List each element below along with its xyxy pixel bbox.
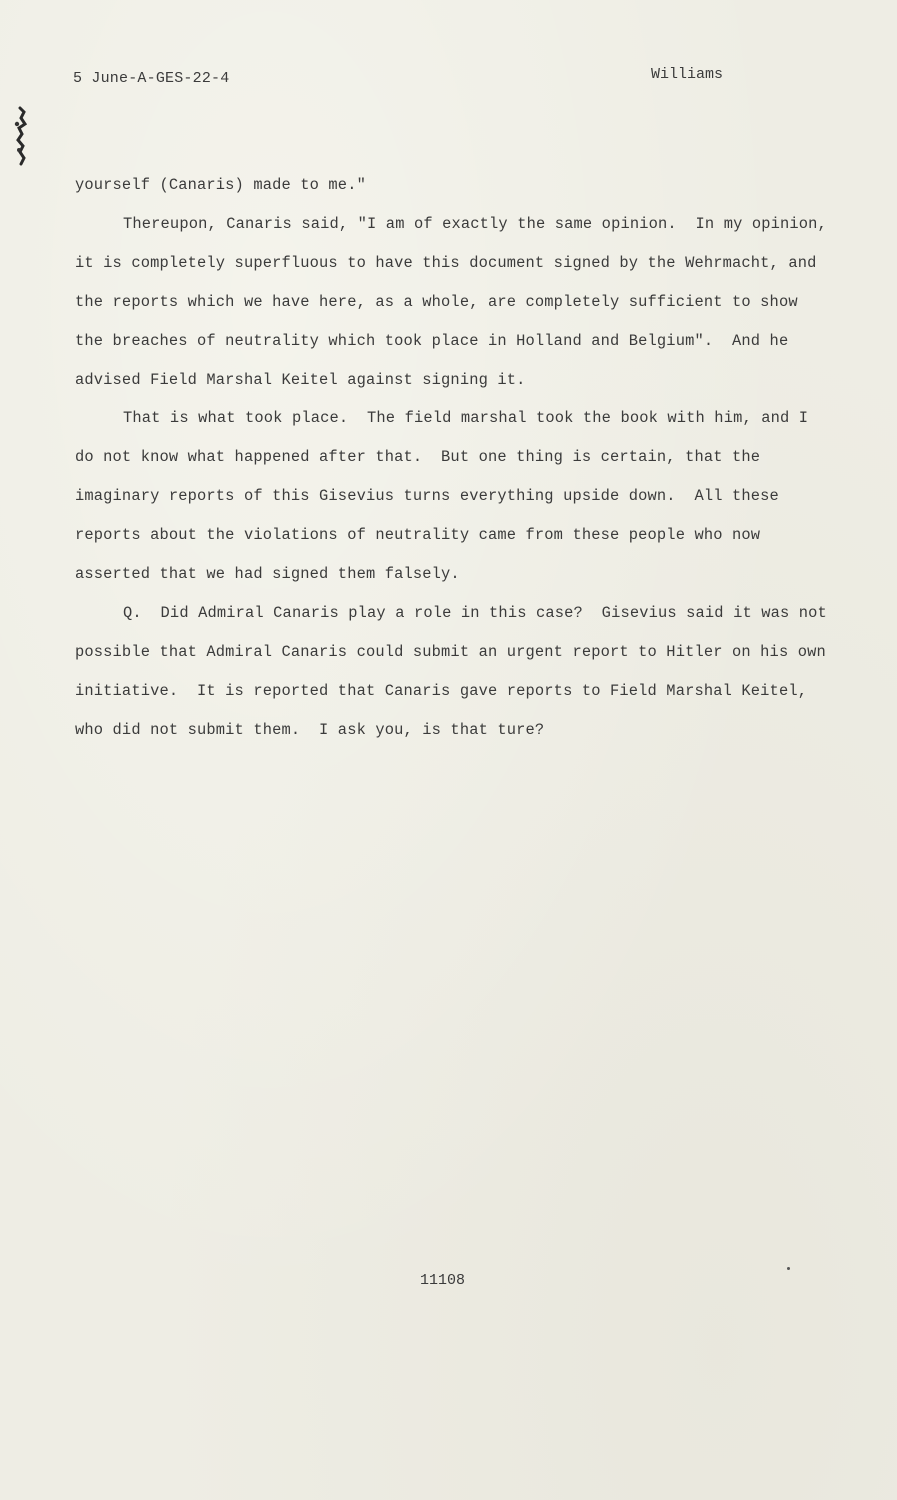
document-body	[75, 166, 835, 750]
paragraph-continuation: yourself (Canaris) made to me."	[75, 176, 366, 194]
paragraph-canaris-statement: Thereupon, Canaris said, "I am of exactly the same opinion. In my opinion, it is completely superfluous to have this document signed by the Wehrmacht, and the reports which we have here, as a whole, are completely sufficient to show the breaches of neutrality which took place in Holland and Belgium". And he advised Field Marshal Keitel against signing it.	[75, 214, 837, 389]
page-number: 11108	[420, 1272, 466, 1289]
speaker-name: Williams	[651, 66, 724, 83]
binding-hole-mark	[6, 104, 30, 166]
paragraph-what-took-place: That is what took place. The field marshal took the book with him, and I do not know what happened after that. But one thing is certain, that the imaginary reports of this Gisevius turns everything upside down. All these reports about the violations of neutrality came from these people who now asserted that we had signed them falsely.	[75, 409, 818, 584]
stray-ink-dot	[787, 1267, 790, 1270]
document-reference: 5 June-A-GES-22-4	[73, 70, 230, 87]
paragraph-question: Q. Did Admiral Canaris play a role in this case? Gisevius said it was not possible that Admiral Canaris could submit an urgent report to Hitler on his own initiative. It is reported that Canaris gave reports to Field Marshal Keitel, who did not submit them. I ask you, is that ture?	[75, 603, 837, 739]
